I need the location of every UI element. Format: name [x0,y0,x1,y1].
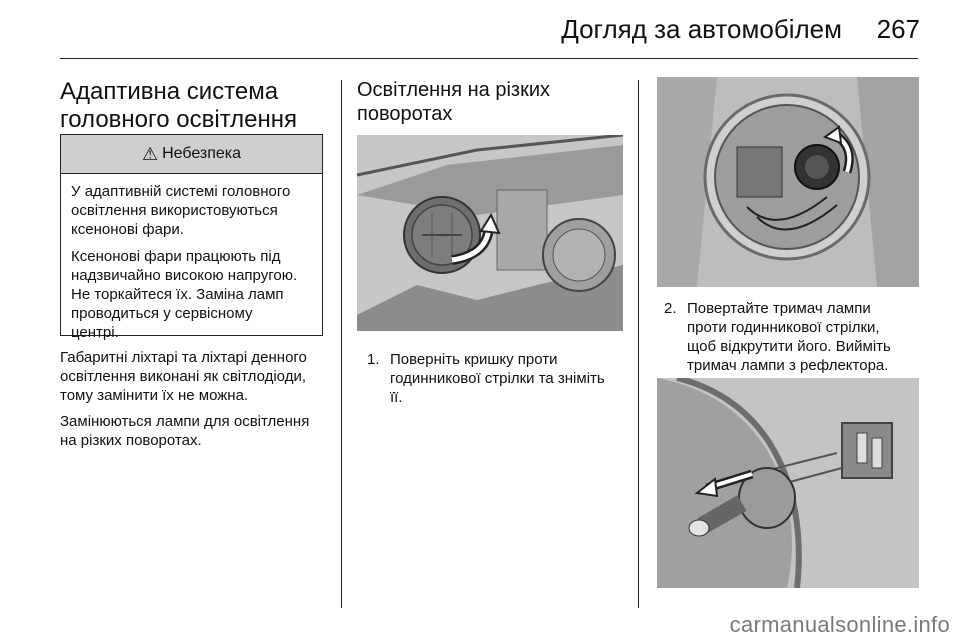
step-number: 1. [367,351,380,368]
warning-body [61,174,322,358]
step-number: 2. [664,300,677,317]
warning-label: Небезпека [162,145,242,162]
figure-headlamp-cover [357,135,623,331]
header-rule [60,58,918,59]
step-text: Повертайте тримач лампи проти годинникової стрілки, щоб відкрутити його. Вийміть тримач лампи з рефлектора. [687,300,891,374]
header-title: Догляд за автомобілем [561,14,842,44]
column-divider-2 [638,80,639,608]
section-heading-cornering-lights [357,78,550,126]
watermark: carmanualsonline.info [729,612,950,637]
body-paragraph: Габаритні ліхтарі та ліхтарі денного освітлення виконані як світлодіоди, тому замінити їх не можна. [60,349,307,404]
figure-bulb-removal [657,378,919,588]
warning-paragraph: У адаптивній системі головного освітлення використовуються ксенонові фари. [71,183,291,238]
body-text [60,348,332,457]
page-number: 267 [876,14,920,44]
heading-line: головного освітлення [60,106,298,133]
section-heading-adaptive-lighting [60,78,297,134]
step-2 [664,299,934,379]
body-paragraph: Замінюються лампи для освітлення на різких поворотах. [60,413,310,449]
step-1 [367,350,629,410]
step-text: Поверніть кришку проти годинникової стрілки та зніміть її. [390,351,605,406]
warning-header [61,135,322,174]
figure-lamp-holder-rotation [657,77,919,287]
warning-paragraph: Ксенонові фари працюють під надзвичайно високою напругою. Не торкайтеся їх. Заміна ламп проводиться у сервісному центрі. [71,248,298,341]
warning-triangle-icon: ⚠ [141,143,159,164]
warning-box [60,134,323,341]
heading-line: поворотах [357,103,453,125]
heading-line: Освітлення на різких [357,79,550,101]
column-divider-1 [341,80,342,608]
heading-line: Адаптивна система [60,78,279,105]
